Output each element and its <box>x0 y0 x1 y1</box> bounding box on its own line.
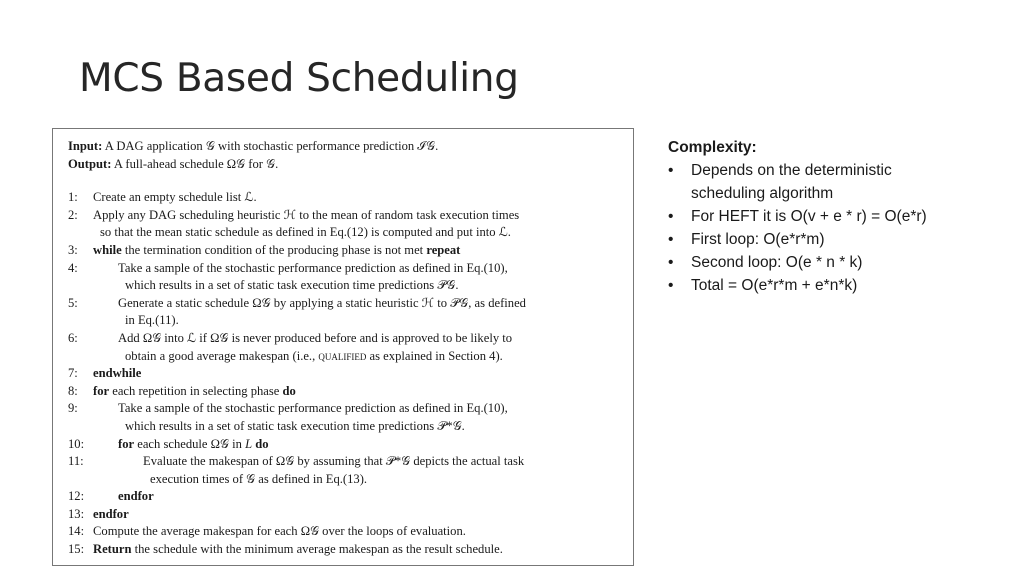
step-text: Compute the average makespan for each Ω𝒢 over the loops of evaluation. <box>93 524 466 539</box>
bullet-icon: • <box>668 208 674 225</box>
list-item-text: scheduling algorithm <box>691 185 834 202</box>
list-item-text: Depends on the deterministic <box>691 162 892 179</box>
step-number: 11: <box>68 454 84 469</box>
step-number: 2: <box>68 207 78 222</box>
step-number: 7: <box>68 366 78 381</box>
keyword-endfor: endfor <box>93 506 129 521</box>
step-number: 12: <box>68 489 85 504</box>
keyword-return: Return <box>93 542 132 557</box>
step-number: 9: <box>68 401 78 416</box>
step-number: 13: <box>68 506 85 521</box>
input-label: Input: <box>68 139 103 153</box>
list-item <box>668 228 1008 251</box>
list-item-text: First loop: O(e*r*m) <box>691 231 825 248</box>
algorithm-step <box>68 242 629 260</box>
step-line-part: as explained in Section 4). <box>366 348 503 363</box>
step-text: Create an empty schedule list ℒ. <box>93 190 257 205</box>
step-line: each repetition in selecting phase <box>109 383 283 398</box>
step-number: 4: <box>68 260 78 275</box>
algorithm-step <box>68 488 629 506</box>
step-line: Generate a static schedule Ω𝒢 by applying a static heuristic ℋ to 𝒫𝒢, as defined <box>118 295 526 310</box>
step-line-italic: L <box>245 436 253 451</box>
step-text <box>93 383 629 401</box>
input-text: A DAG application 𝒢 with stochastic performance prediction ℐ𝒢. <box>104 139 439 153</box>
step-line: each schedule Ω𝒢 in <box>134 436 246 451</box>
step-line: Add Ω𝒢 into ℒ if Ω𝒢 is never produced before and is approved to be likely to <box>118 330 513 345</box>
algorithm-step <box>68 260 629 295</box>
step-line: which results in a set of static task execution time predictions 𝒫*𝒢. <box>125 418 465 433</box>
step-number: 5: <box>68 295 78 310</box>
keyword-do: do <box>282 383 296 398</box>
bullet-icon: • <box>668 162 674 179</box>
algorithm-step <box>68 207 629 242</box>
keyword-do: do <box>255 436 269 451</box>
slide-title: MCS Based Scheduling <box>79 56 519 101</box>
list-item <box>668 205 1008 228</box>
step-line: in Eq.(11). <box>125 313 179 328</box>
step-line-part: obtain a good average makespan (i.e., <box>125 348 319 363</box>
output-text: A full-ahead schedule Ω𝒢 for 𝒢. <box>113 156 279 171</box>
algorithm-step <box>68 365 629 383</box>
complexity-list <box>668 159 1008 297</box>
step-text <box>93 436 629 454</box>
step-text <box>93 330 629 365</box>
keyword-while: while <box>93 242 122 257</box>
keyword-endfor: endfor <box>118 489 154 504</box>
bullet-icon: • <box>668 231 674 248</box>
algorithm-input <box>68 138 629 156</box>
step-line <box>93 348 629 366</box>
step-number: 15: <box>68 542 85 557</box>
algorithm-box <box>52 128 634 566</box>
algorithm-step <box>68 453 629 488</box>
step-number: 1: <box>68 190 78 205</box>
algorithm-step <box>68 523 629 541</box>
algorithm-step <box>68 189 629 207</box>
list-item-text: For HEFT it is O(v + e * r) = O(e*r) <box>691 208 927 225</box>
step-text <box>93 260 629 295</box>
algorithm-step <box>68 295 629 330</box>
step-text <box>93 541 629 559</box>
list-item <box>668 159 1008 205</box>
bullet-icon: • <box>668 254 674 271</box>
step-text <box>93 295 629 330</box>
algorithm-output <box>68 156 629 174</box>
list-item <box>668 274 1008 297</box>
step-line: the schedule with the minimum average makespan as the result schedule. <box>131 542 503 557</box>
algorithm-step <box>68 436 629 454</box>
step-number: 14: <box>68 524 85 539</box>
algorithm-step <box>68 506 629 524</box>
keyword-for: for <box>118 436 135 451</box>
complexity-heading: Complexity: <box>668 139 757 156</box>
step-number: 3: <box>68 242 78 257</box>
step-text <box>93 453 629 488</box>
step-number: 6: <box>68 330 78 345</box>
list-item <box>668 251 1008 274</box>
step-number: 8: <box>68 383 78 398</box>
algorithm-step <box>68 383 629 401</box>
keyword-for: for <box>93 383 110 398</box>
bullet-icon: • <box>668 277 674 294</box>
keyword-repeat: repeat <box>426 242 461 257</box>
keyword-endwhile: endwhile <box>93 366 142 381</box>
algorithm-step <box>68 541 629 559</box>
step-line: which results in a set of static task execution time predictions 𝒫𝒢. <box>125 278 459 293</box>
step-text <box>93 400 629 435</box>
step-line: Apply any DAG scheduling heuristic ℋ to the mean of random task execution times <box>93 207 520 222</box>
step-line: so that the mean static schedule as defined in Eq.(12) is computed and put into ℒ. <box>100 225 511 240</box>
algorithm-step <box>68 330 629 365</box>
step-number: 10: <box>68 436 85 451</box>
step-line: Evaluate the makespan of Ω𝒢 by assuming that 𝒫*𝒢 depicts the actual task <box>143 454 525 469</box>
list-item-text: Total = O(e*r*m + e*n*k) <box>691 277 858 294</box>
complexity-panel <box>668 136 1008 297</box>
step-line: the termination condition of the producing phase is not met <box>121 242 427 257</box>
step-line: execution times of 𝒢 as defined in Eq.(13). <box>150 471 368 486</box>
step-line: Take a sample of the stochastic performance prediction as defined in Eq.(10), <box>118 260 508 275</box>
step-line: Take a sample of the stochastic performance prediction as defined in Eq.(10), <box>118 401 508 416</box>
algorithm-step <box>68 400 629 435</box>
output-label: Output: <box>68 156 112 171</box>
step-text <box>93 242 629 260</box>
spacer <box>68 173 629 189</box>
qualified-term: qualified <box>318 348 367 363</box>
list-item-text: Second loop: O(e * n * k) <box>691 254 863 271</box>
step-text <box>93 207 629 242</box>
